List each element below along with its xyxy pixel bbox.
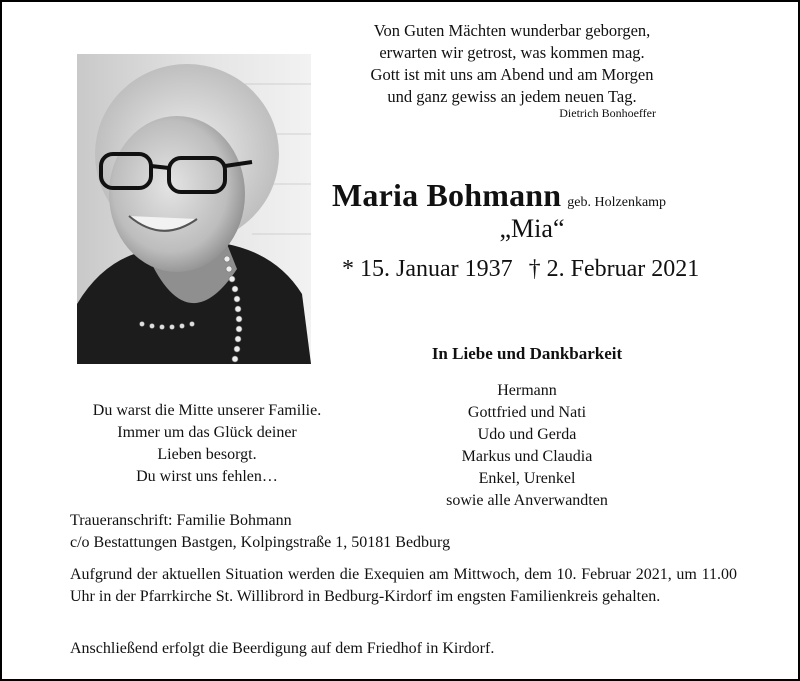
- maiden-name: geb. Holzenkamp: [567, 195, 667, 210]
- family-member: Gottfried und Nati: [467, 404, 587, 421]
- family-member: Enkel, Urenkel: [478, 470, 576, 487]
- poem-line: erwarten wir getrost, was kommen mag.: [379, 43, 645, 62]
- portrait-photo: [77, 54, 311, 364]
- farewell-line: Immer um das Glück deiner: [117, 424, 297, 441]
- poem: [332, 20, 692, 120]
- address-line: c/o Bestattungen Bastgen, Kolpingstraße 1, 50181 Bedburg: [70, 534, 451, 551]
- thanks-heading: In Liebe und Dankbarkeit: [431, 344, 623, 363]
- deceased-name: Maria Bohmann: [332, 177, 562, 213]
- portrait-image: [77, 54, 311, 364]
- service-notice: Aufgrund der aktuellen Situation werden die Exequien am Mittwoch, dem 10. Februar 2021, um 11.00 Uhr in der Pfarrkirche St. Willibrord in Bedburg-Kirdorf im engsten Familienkreis gehalten.: [70, 566, 737, 605]
- family-list: [397, 380, 657, 512]
- death-date: † 2. Februar 2021: [528, 256, 700, 282]
- family-member: sowie alle Anverwandten: [446, 492, 608, 509]
- deceased-name-line: [332, 177, 752, 214]
- farewell-line: Du warst die Mitte unserer Familie.: [92, 402, 322, 419]
- address-line: Traueranschrift: Familie Bohmann: [70, 512, 292, 529]
- life-dates: [342, 256, 762, 283]
- family-member: Udo und Gerda: [477, 426, 577, 443]
- farewell-line: Du wirst uns fehlen…: [136, 468, 278, 485]
- burial-notice: Anschließend erfolgt die Beerdigung auf dem Friedhof in Kirdorf.: [70, 640, 495, 657]
- poem-line: Von Guten Mächten wunderbar geborgen,: [373, 21, 651, 40]
- poem-author: Dietrich Bonhoeffer: [559, 106, 656, 120]
- farewell-line: Lieben besorgt.: [157, 446, 257, 463]
- family-member: Markus und Claudia: [461, 448, 593, 465]
- poem-line: und ganz gewiss an jedem neuen Tag.: [387, 87, 637, 106]
- nickname: „Mia“: [499, 214, 565, 243]
- mourning-address: [70, 510, 770, 554]
- family-member: Hermann: [497, 382, 557, 399]
- birth-date: * 15. Januar 1937: [342, 256, 513, 282]
- poem-line: Gott ist mit uns am Abend und am Morgen: [370, 65, 654, 84]
- farewell-text: [42, 400, 372, 488]
